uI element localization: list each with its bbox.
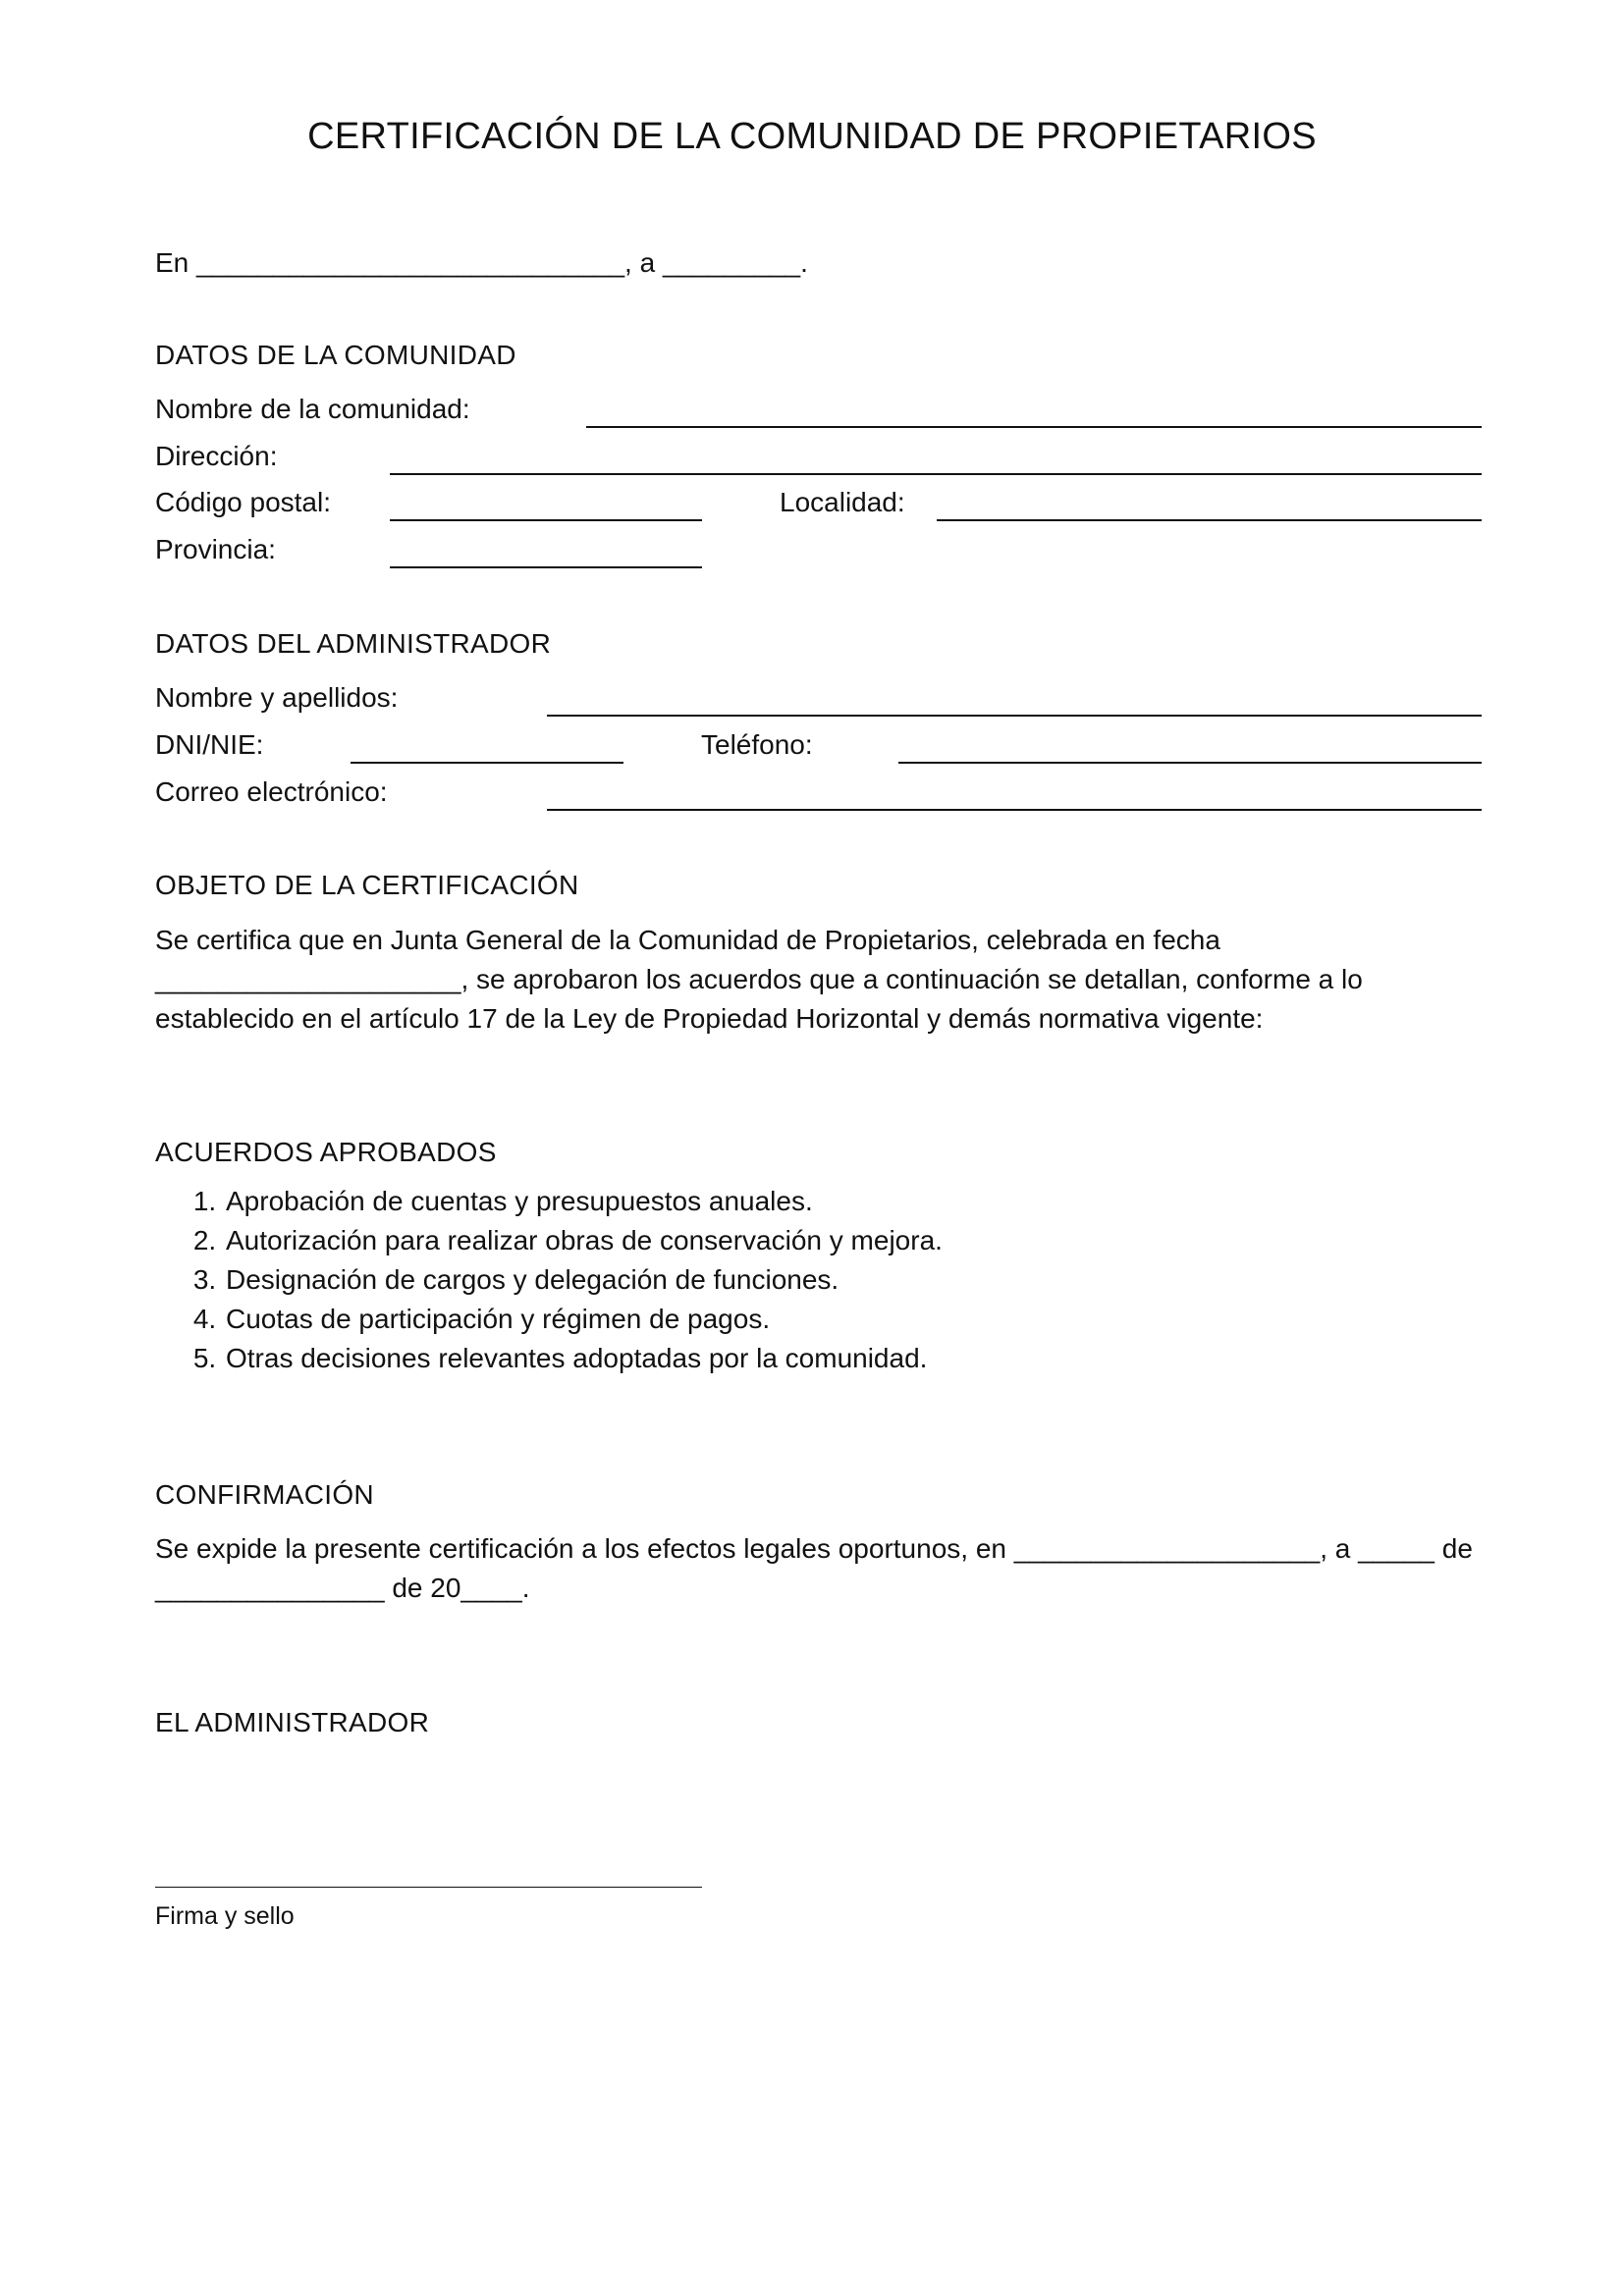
locality-field[interactable] xyxy=(937,519,1482,521)
phone-label: Teléfono: xyxy=(701,729,813,760)
province-label: Provincia: xyxy=(155,534,276,564)
email-field[interactable] xyxy=(547,809,1482,811)
place-date-line: En ____________________________, a _________. xyxy=(155,247,808,278)
administrator-section-heading: DATOS DEL ADMINISTRADOR xyxy=(155,628,552,659)
administrator-name-label: Nombre y apellidos: xyxy=(155,682,399,713)
confirmation-paragraph: Se expide la presente certificación a los efectos legales oportunos, en ____________________, a _____ de _______________ de 20____. xyxy=(155,1533,1473,1603)
province-field[interactable] xyxy=(390,566,702,568)
community-name-field[interactable] xyxy=(586,426,1482,428)
postal-code-label: Código postal: xyxy=(155,487,332,517)
agreement-item: 1. Aprobación de cuentas y presupuestos anuales. xyxy=(224,1182,943,1221)
agreement-item: 2. Autorización para realizar obras de conservación y mejora. xyxy=(224,1221,943,1260)
agreements-list xyxy=(155,1182,943,1378)
postal-code-field[interactable] xyxy=(390,519,702,521)
dni-label: DNI/NIE: xyxy=(155,729,264,760)
community-name-label: Nombre de la comunidad: xyxy=(155,394,470,424)
address-field[interactable] xyxy=(390,473,1482,475)
community-section-heading: DATOS DE LA COMUNIDAD xyxy=(155,340,516,370)
dni-field[interactable] xyxy=(351,762,623,764)
phone-field[interactable] xyxy=(898,762,1482,764)
agreement-item: 4. Cuotas de participación y régimen de pagos. xyxy=(224,1300,943,1339)
signature-caption: Firma y sello xyxy=(155,1902,295,1930)
agreement-item: 5. Otras decisiones relevantes adoptadas por la comunidad. xyxy=(224,1339,943,1378)
signature-line[interactable] xyxy=(155,1887,702,1888)
confirmation-section-heading: CONFIRMACIÓN xyxy=(155,1479,374,1510)
email-label: Correo electrónico: xyxy=(155,776,388,807)
purpose-section-heading: OBJETO DE LA CERTIFICACIÓN xyxy=(155,870,579,900)
signature-heading: EL ADMINISTRADOR xyxy=(155,1707,430,1737)
address-label: Dirección: xyxy=(155,441,278,471)
administrator-name-field[interactable] xyxy=(547,715,1482,717)
purpose-paragraph: Se certifica que en Junta General de la Comunidad de Propietarios, celebrada en fecha ____________________, se aprobaron los acuerdos que a continuación se detallan, conforme a lo establecido en el artículo 17 de la Ley de Propiedad Horizontal y demás normativa vigente: xyxy=(155,925,1363,1034)
agreement-item: 3. Designación de cargos y delegación de funciones. xyxy=(224,1260,943,1300)
document-title: CERTIFICACIÓN DE LA COMUNIDAD DE PROPIETARIOS xyxy=(307,116,1317,157)
locality-label: Localidad: xyxy=(780,487,905,517)
agreements-section-heading: ACUERDOS APROBADOS xyxy=(155,1137,497,1167)
